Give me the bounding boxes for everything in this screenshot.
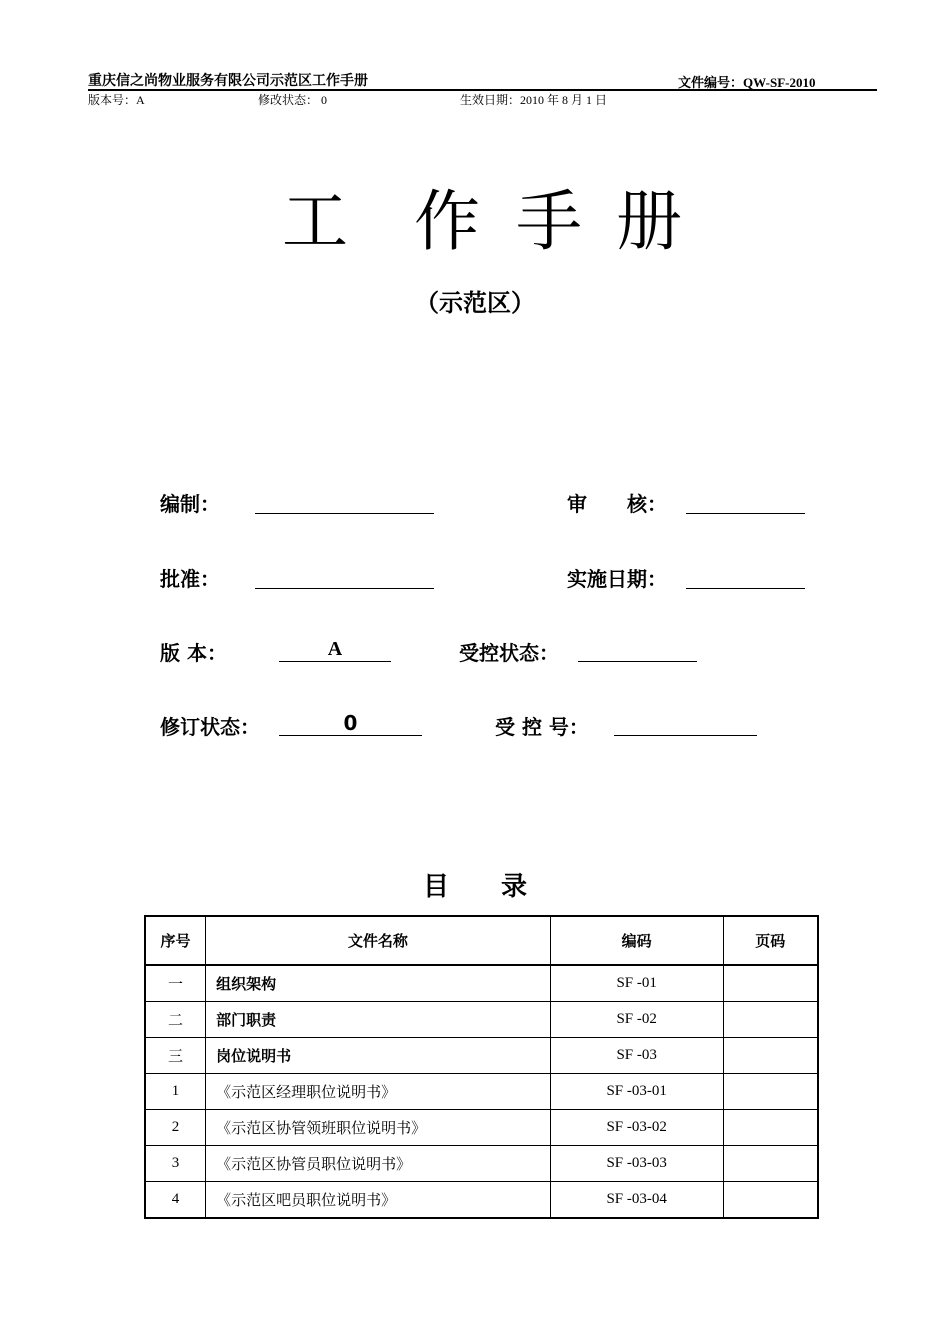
toc-table bbox=[144, 915, 819, 1219]
version-label: 版 本： bbox=[160, 641, 227, 665]
header-revision-status: 修改状态： 0 bbox=[258, 93, 328, 107]
impl-date-field[interactable] bbox=[686, 564, 805, 589]
header-version: 版本号：A bbox=[88, 93, 145, 107]
review-field[interactable] bbox=[686, 489, 805, 514]
revision-label: 修订状态： bbox=[160, 715, 260, 739]
control-no-label: 受 控 号： bbox=[495, 715, 589, 739]
toc-name: 部门职责 bbox=[206, 1002, 551, 1038]
impl-date-label: 实施日期： bbox=[567, 567, 667, 591]
toc-code: SF -03-02 bbox=[550, 1110, 723, 1146]
approved-label: 批准： bbox=[160, 567, 220, 591]
toc-page bbox=[723, 1038, 818, 1074]
control-no-field[interactable] bbox=[614, 711, 757, 736]
header-company: 重庆信之尚物业服务有限公司示范区工作手册 bbox=[88, 73, 368, 89]
prepared-label: 编制： bbox=[160, 492, 220, 516]
approved-field[interactable] bbox=[255, 564, 434, 589]
toc-code: SF -03-03 bbox=[550, 1146, 723, 1182]
toc-name: 组织架构 bbox=[206, 965, 551, 1002]
toc-page bbox=[723, 1182, 818, 1219]
toc-page bbox=[723, 1146, 818, 1182]
table-row[interactable] bbox=[145, 1182, 818, 1219]
toc-no: 一 bbox=[145, 965, 206, 1002]
table-row[interactable] bbox=[145, 1074, 818, 1110]
toc-code: SF -03 bbox=[550, 1038, 723, 1074]
table-row[interactable] bbox=[145, 1002, 818, 1038]
title-char: 工 bbox=[282, 183, 348, 260]
toc-page bbox=[723, 1074, 818, 1110]
toc-header-code: 编码 bbox=[550, 916, 723, 965]
table-row[interactable] bbox=[145, 965, 818, 1002]
controlled-status-field[interactable] bbox=[578, 637, 697, 662]
title-char: 册 bbox=[616, 183, 682, 260]
table-row[interactable] bbox=[145, 1110, 818, 1146]
toc-code: SF -01 bbox=[550, 965, 723, 1002]
controlled-status-label: 受控状态： bbox=[459, 641, 559, 665]
toc-name: 《示范区吧员职位说明书》 bbox=[206, 1182, 551, 1219]
toc-header-no: 序号 bbox=[145, 916, 206, 965]
version-field[interactable]: A bbox=[279, 637, 391, 662]
title-char: 手 bbox=[516, 183, 582, 260]
prepared-field[interactable] bbox=[255, 489, 434, 514]
toc-code: SF -03-04 bbox=[550, 1182, 723, 1219]
title-char: 作 bbox=[414, 183, 480, 260]
toc-page bbox=[723, 1110, 818, 1146]
header-doc-number: 文件编号：QW-SF-2010 bbox=[678, 75, 816, 90]
page-subtitle: （示范区） bbox=[415, 289, 535, 317]
header-effective-date: 生效日期：2010 年 8 月 1 日 bbox=[460, 93, 608, 107]
toc-code: SF -03-01 bbox=[550, 1074, 723, 1110]
toc-no: 3 bbox=[145, 1146, 206, 1182]
toc-header-name: 文件名称 bbox=[206, 916, 551, 965]
toc-page bbox=[723, 965, 818, 1002]
toc-no: 2 bbox=[145, 1110, 206, 1146]
toc-page bbox=[723, 1002, 818, 1038]
toc-header-page: 页码 bbox=[723, 916, 818, 965]
toc-no: 4 bbox=[145, 1182, 206, 1219]
revision-field[interactable]: 0 bbox=[279, 711, 422, 736]
table-row[interactable] bbox=[145, 1038, 818, 1074]
toc-title: 目 录 bbox=[422, 872, 527, 902]
toc-name: 《示范区协管员职位说明书》 bbox=[206, 1146, 551, 1182]
toc-header-row bbox=[145, 916, 818, 965]
toc-name: 《示范区经理职位说明书》 bbox=[206, 1074, 551, 1110]
table-row[interactable] bbox=[145, 1146, 818, 1182]
toc-no: 二 bbox=[145, 1002, 206, 1038]
review-label: 审 核： bbox=[567, 492, 667, 516]
toc-name: 《示范区协管领班职位说明书》 bbox=[206, 1110, 551, 1146]
toc-code: SF -02 bbox=[550, 1002, 723, 1038]
toc-no: 1 bbox=[145, 1074, 206, 1110]
toc-name: 岗位说明书 bbox=[206, 1038, 551, 1074]
toc-no: 三 bbox=[145, 1038, 206, 1074]
